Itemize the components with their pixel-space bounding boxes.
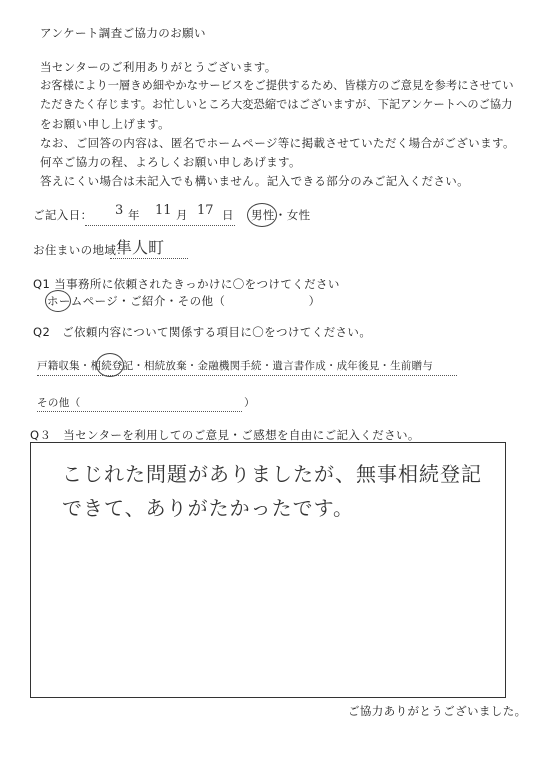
entry-date-label: ご記入日： (33, 208, 93, 222)
entry-month-value: 11 (155, 203, 172, 218)
q3-answer-line: できて、ありがたかったです。 (62, 496, 354, 520)
q2-options-underline (37, 375, 457, 376)
intro-line: なお、ご回答の内容は、匿名でホームページ等に掲載させていただく場合がございます。 (40, 136, 515, 150)
q2-selection-circle (96, 353, 124, 377)
q3-question: Q３ 当センターを利用してのご意見・ご感想を自由にご記入ください。 (30, 428, 420, 442)
q1-question: Q1 当事務所に依頼されたきっかけに〇をつけてください (33, 277, 340, 291)
q3-answer-line: こじれた問題がありましたが、無事相続登記 (62, 462, 482, 486)
gender-selection-circle (247, 203, 277, 227)
q1-selection-circle (45, 290, 71, 312)
intro-line: 答えにくい場合は未記入でも構いません。記入できる部分のみご記入ください。 (40, 174, 470, 188)
entry-day-value: 17 (197, 203, 214, 218)
intro-line: ただきたく存じます。お忙しいところ大変恐縮ではございますが、下記アンケートへのご協力 (40, 98, 513, 111)
intro-line: をお願い申し上げます。 (40, 117, 170, 131)
q2-other: その他（ ） (37, 397, 255, 409)
q2-options: 戸籍収集・相続登記・相続放棄・金融機関手続・遺言書作成・成年後見・生前贈与 (37, 360, 433, 372)
q2-question: Q2 ご依頼内容について関係する項目に〇をつけてください。 (33, 325, 372, 339)
residence-value: 隼人町 (116, 238, 165, 257)
residence-underline (110, 258, 188, 259)
q1-options: ホームページ・ご紹介・その他（ ） (47, 294, 321, 308)
intro-line: お客様により一層きめ細やかなサービスをご提供するため、皆様方のご意見を参考にさせてい (40, 79, 514, 92)
footer-thanks: ご協力ありがとうございました。 (348, 704, 527, 718)
intro-line: 当センターのご利用ありがとうございます。 (40, 60, 277, 74)
entry-year-value: 3 (115, 203, 124, 218)
gender-options: 男性・女性 (251, 208, 311, 222)
entry-year-unit: 年 (128, 208, 140, 222)
entry-month-unit: 月 (176, 208, 188, 222)
form-title: アンケート調査ご協力のお願い (40, 26, 206, 40)
intro-line: 何卒ご協力の程、よろしくお願い申しあげます。 (40, 155, 301, 169)
entry-date-underline (85, 225, 235, 226)
entry-day-unit: 日 (222, 208, 234, 222)
residence-label: お住まいの地域： (33, 243, 129, 257)
q2-other-underline (37, 411, 242, 412)
